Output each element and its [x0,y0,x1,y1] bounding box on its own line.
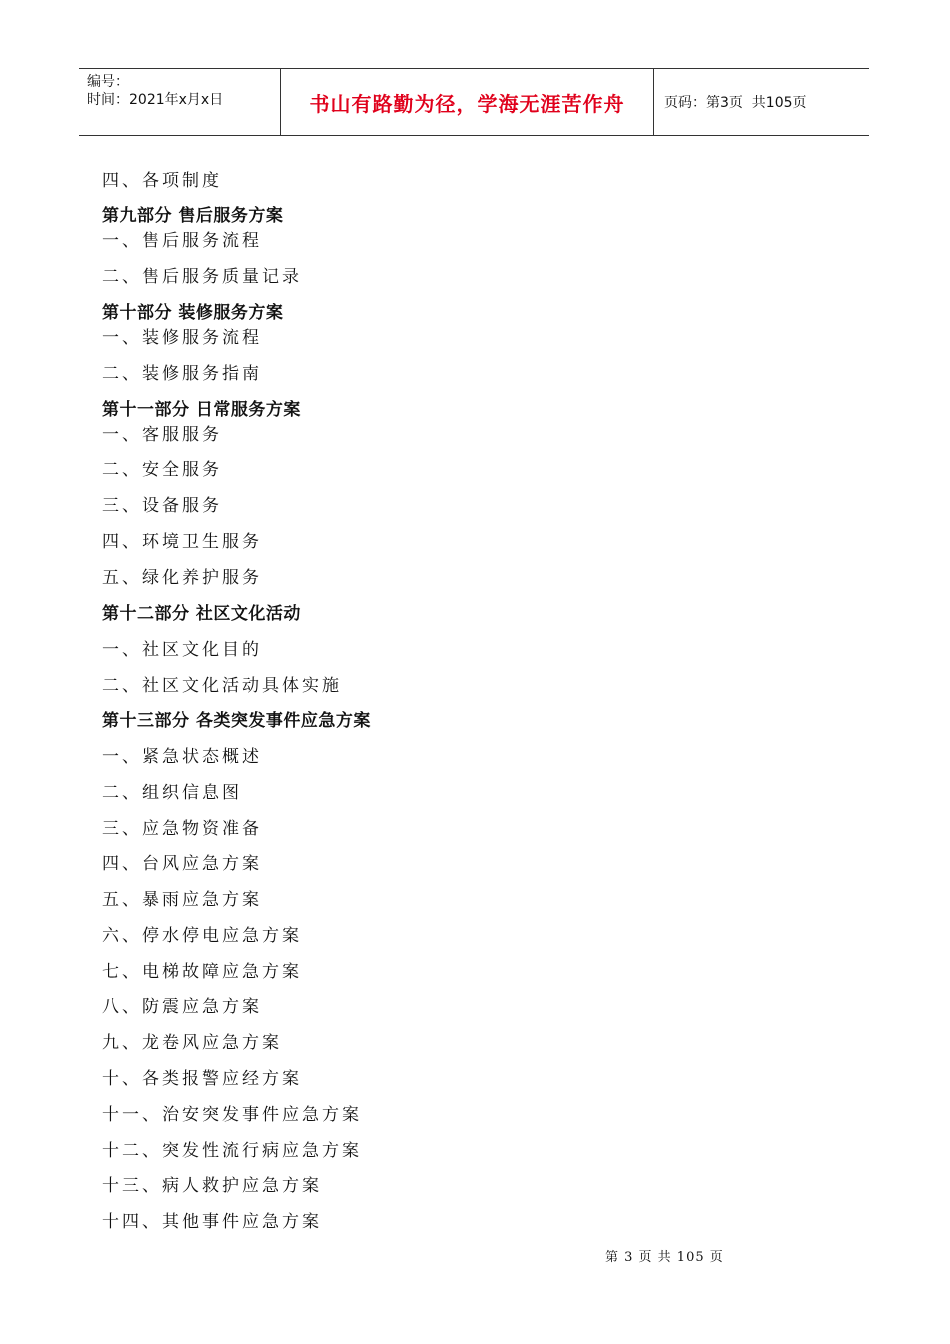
toc-item: 十四、其他事件应急方案 [102,1212,322,1232]
header-motto-cell [281,69,654,135]
header-page-info [654,69,869,135]
toc-item: 八、防震应急方案 [102,997,262,1017]
page-header [79,68,869,136]
toc-item: 一、装修服务流程 [102,328,262,348]
toc-item: 一、售后服务流程 [102,231,262,251]
toc-item: 二、社区文化活动具体实施 [102,676,342,696]
toc-item: 三、设备服务 [102,496,222,516]
toc-item: 二、装修服务指南 [102,364,262,384]
toc-item: 二、售后服务质量记录 [102,267,302,287]
toc-item: 七、电梯故障应急方案 [102,962,302,982]
toc-part-heading: 第十三部分 各类突发事件应急方案 [102,711,371,731]
toc-item: 二、组织信息图 [102,783,242,803]
page-info: 页码：第3页 共105页 [664,95,807,111]
page-footer: 第 3 页 共 105 页 [605,1250,724,1265]
toc-part-heading: 第十一部分 日常服务方案 [102,400,301,420]
toc-item: 十、各类报警应经方案 [102,1069,302,1089]
toc-item: 五、绿化养护服务 [102,568,262,588]
toc-item: 十三、病人救护应急方案 [102,1176,322,1196]
toc-item: 四、各项制度 [102,171,222,191]
toc-part-heading: 第九部分 售后服务方案 [102,206,284,226]
toc-item: 十一、治安突发事件应急方案 [102,1105,362,1125]
toc-item: 一、客服服务 [102,425,222,445]
toc-item: 一、紧急状态概述 [102,747,262,767]
toc-part-heading: 第十二部分 社区文化活动 [102,604,301,624]
number-label: 编号： [87,74,129,90]
toc-item: 五、暴雨应急方案 [102,890,262,910]
toc-item: 一、社区文化目的 [102,640,262,660]
toc-item: 六、停水停电应急方案 [102,926,302,946]
toc-item: 二、安全服务 [102,460,222,480]
toc-item: 四、台风应急方案 [102,854,262,874]
time-label: 时间：2021年x月x日 [87,92,224,108]
toc-item: 四、环境卫生服务 [102,532,262,552]
header-meta [79,69,281,135]
toc-item: 十二、突发性流行病应急方案 [102,1141,362,1161]
toc-item: 三、应急物资准备 [102,819,262,839]
toc-item: 九、龙卷风应急方案 [102,1033,282,1053]
motto: 书山有路勤为径，学海无涯苦作舟 [309,91,625,116]
toc-part-heading: 第十部分 装修服务方案 [102,303,284,323]
